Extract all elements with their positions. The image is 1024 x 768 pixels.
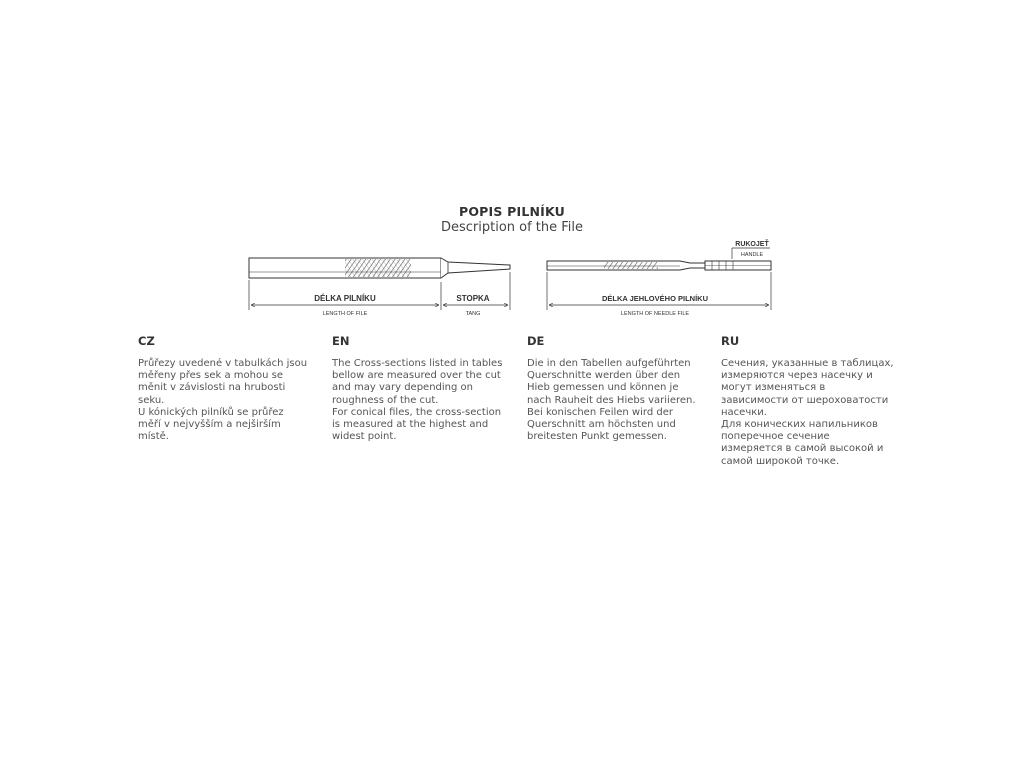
column-cz: [138, 334, 318, 443]
column-text: Сечения, указанные в таблицах, измеряются через насечку и могут изменяться в зависимости от шероховатости насечки. Для конических напильников поперечное сечение измеряется в самой высокой и самой широкой точке.: [721, 358, 894, 467]
column-text: Die in den Tabellen aufgeführten Querschnitte werden über den Hieb gemessen und können je nach Rauheit des Hiebs variieren. Bei konischen Feilen wird der Querschnitt am höchsten und breitesten Punkt gemessen.: [527, 358, 696, 443]
file-drawing: [249, 258, 510, 278]
column-en: [332, 334, 512, 443]
file-tang-label: STOPKA: [456, 294, 490, 303]
needle-handle-label: RUKOJEŤ: [735, 241, 769, 248]
language-code: RU: [721, 334, 740, 348]
needle-file-drawing: [547, 261, 771, 270]
column-de: [527, 334, 707, 443]
language-code: DE: [527, 334, 545, 348]
file-tang-sublabel: TANG: [465, 311, 481, 317]
language-code: CZ: [138, 334, 155, 348]
needle-length-sublabel: LENGTH OF NEEDLE FILE: [620, 311, 690, 317]
page-title: POPIS PILNÍKU: [458, 204, 566, 219]
file-diagram: [0, 0, 1024, 330]
file-length-label: DÉLKA PILNÍKU: [314, 294, 376, 303]
needle-length-label: DÉLKA JEHLOVÉHO PILNÍKU: [602, 294, 708, 303]
column-text: Průřezy uvedené v tabulkách jsou měřeny přes sek a mohou se měnit v závislosti na hrubosti seku. U kónických pilníků se průřez měří v nejvyšším a nejširším místě.: [138, 358, 308, 443]
needle-handle-sublabel: HANDLE: [740, 252, 764, 258]
page-subtitle: Description of the File: [440, 220, 584, 235]
language-code: EN: [332, 334, 350, 348]
column-text: The Cross-sections listed in tables bellow are measured over the cut and may vary depending on roughness of the cut. For conical files, the cross-section is measured at the highest and widest point.: [332, 358, 503, 443]
column-ru: [721, 334, 901, 468]
file-length-sublabel: LENGTH OF FILE: [322, 311, 368, 317]
